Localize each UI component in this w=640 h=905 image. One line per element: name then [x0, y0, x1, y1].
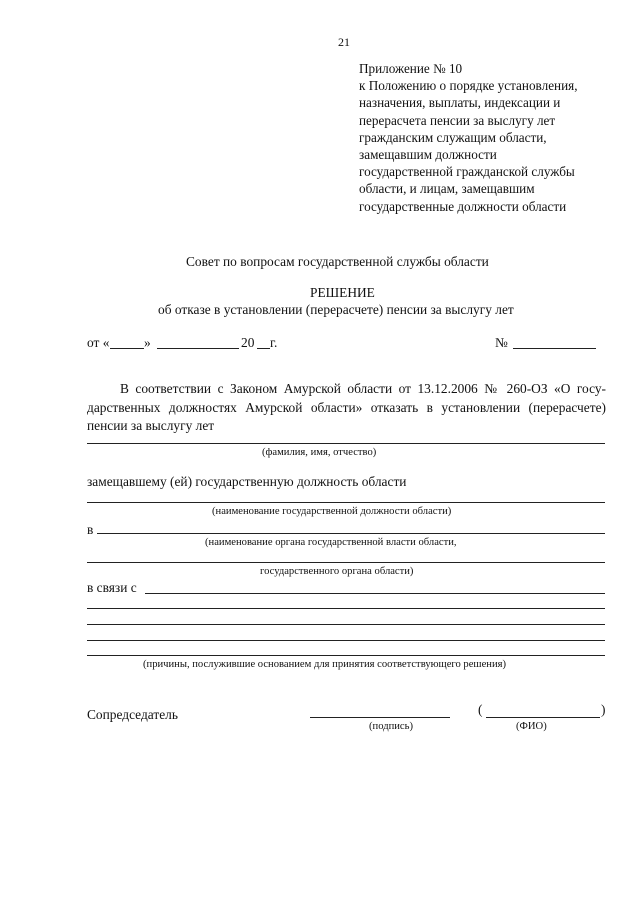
appendix-line: области, и лицам, замещавшим — [359, 181, 535, 197]
reason-line[interactable] — [87, 608, 605, 609]
appendix-line: назначения, выплаты, индексации и — [359, 95, 561, 111]
date-prefix: от « — [87, 335, 110, 350]
decision-subtitle: об отказе в установлении (перерасчете) пенсии за выслугу лет — [158, 302, 514, 317]
appendix-line: государственной гражданской службы — [359, 164, 575, 180]
page-number: 21 — [338, 35, 350, 49]
year-blank[interactable] — [257, 348, 270, 349]
organ-line-2[interactable] — [87, 562, 605, 563]
body-line: пенсии за выслугу лет — [87, 418, 215, 433]
appendix-title: Приложение № 10 — [359, 61, 463, 76]
chairman-role: Сопредседатель — [87, 707, 178, 722]
reason-label: в связи с — [87, 580, 137, 595]
in-label: в — [87, 522, 94, 537]
organ-caption-2: государственного органа области) — [260, 566, 414, 577]
organ-caption: (наименование органа государственной власти области, — [205, 537, 457, 548]
appendix-line: государственные должности области — [359, 198, 567, 214]
fio-close-paren: ) — [601, 702, 606, 717]
body-line: дарственных должностях Амурской области» отказать в установлении (перерасчете) — [87, 399, 606, 415]
appendix-line: перерасчета пенсии за выслугу лет — [359, 112, 556, 128]
reason-caption: (причины, послужившие основанием для принятия соответствующего решения) — [143, 659, 507, 670]
appendix-line: замещавшим должности — [359, 147, 497, 163]
reason-line[interactable] — [87, 640, 605, 641]
month-blank[interactable] — [157, 348, 239, 349]
number-blank[interactable] — [513, 348, 596, 349]
fio-open-paren: ( — [478, 702, 483, 717]
appendix-line: гражданским служащим области, — [359, 129, 547, 145]
council-name: Совет по вопросам государственной службы области — [186, 254, 489, 269]
fio-signature-caption: (ФИО) — [516, 721, 547, 732]
year-prefix: 20 — [241, 335, 255, 350]
position-caption: (наименование государственной должности области) — [212, 506, 452, 517]
appendix-line: к Положению о порядке установления, — [359, 78, 578, 94]
number-sign: № — [495, 335, 508, 350]
reason-line[interactable] — [145, 593, 605, 594]
appendix-block — [359, 60, 578, 215]
day-blank[interactable] — [110, 348, 144, 349]
body-line: В соответствии с Законом Амурской области от 13.12.2006 № 260-ОЗ «О госу- — [120, 381, 606, 396]
organ-line[interactable] — [97, 533, 605, 534]
signature-line[interactable] — [310, 717, 450, 718]
reason-line[interactable] — [87, 655, 605, 656]
date-quote-close: » — [144, 335, 151, 350]
year-suffix: г. — [270, 335, 278, 350]
body-paragraph — [87, 380, 606, 436]
decision-title: РЕШЕНИЕ — [310, 285, 375, 300]
fio-signature-line[interactable] — [486, 717, 600, 718]
reason-line[interactable] — [87, 624, 605, 625]
signature-caption: (подпись) — [369, 721, 413, 732]
fio-line[interactable] — [87, 443, 605, 444]
position-line[interactable] — [87, 502, 605, 503]
fio-caption: (фамилия, имя, отчество) — [262, 447, 377, 458]
position-text: замещавшему (ей) государственную должность области — [87, 474, 407, 489]
